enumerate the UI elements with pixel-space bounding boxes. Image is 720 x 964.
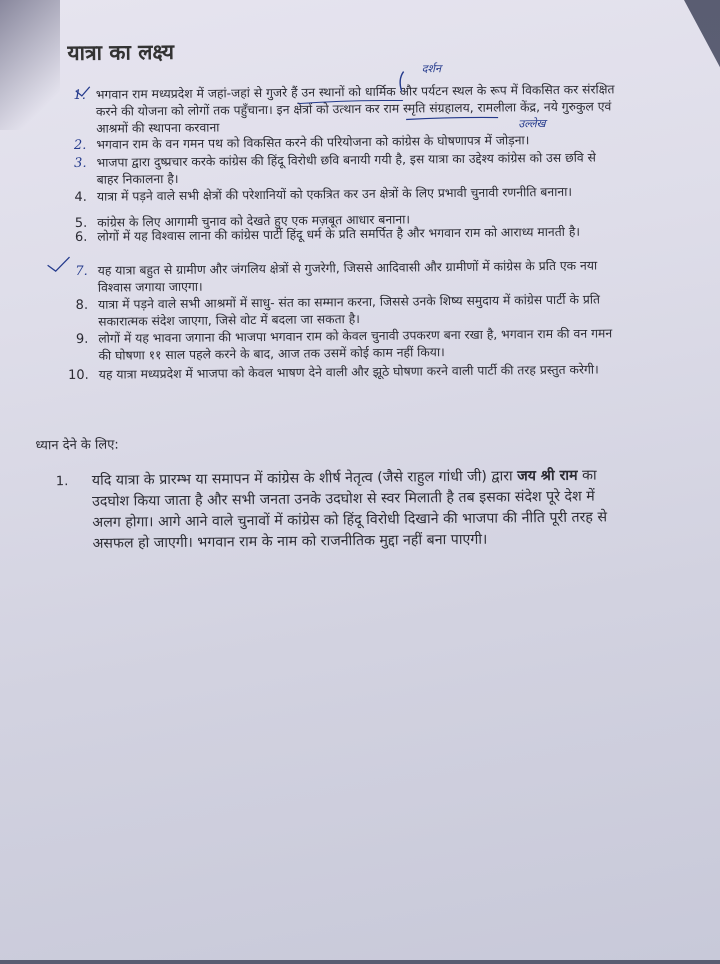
item-number: 7. bbox=[75, 263, 88, 279]
note-text-start: यदि यात्रा के प्रारम्भ या समापन में कांग्रेस के शीर्ष नेतृत्व (जैसे राहुल गांधी जी) द्वारा bbox=[91, 468, 518, 489]
item-number: 3. bbox=[74, 155, 87, 171]
notes-heading: ध्यान देने के लिए: bbox=[35, 437, 119, 454]
item-number: 6. bbox=[74, 229, 88, 245]
list-item bbox=[62, 257, 602, 295]
item-text: यात्रा में पड़ने वाले सभी क्षेत्रों की परेशानियों को एकत्रित कर उन क्षेत्रों के लिए प्रभावी चुनावी रणनीति बनाना। bbox=[96, 184, 573, 204]
item-number: 4. bbox=[74, 189, 87, 205]
item-number: 1. bbox=[73, 87, 86, 103]
note-item bbox=[55, 465, 616, 552]
item-text: यह यात्रा बहुत से ग्रामीण और जंगलिय क्षेत्रों से गुजरेगी, जिससे आदिवासी और ग्रामीणों में कांग्रेस के प्रति एक नया विश्वास जगाया जाएगा। bbox=[97, 258, 598, 295]
note-text bbox=[92, 465, 623, 555]
item-text: कांग्रेस के लिए आगामी चुनाव को देखते हुए एक मज़बूत आधार बनाना। bbox=[97, 212, 411, 230]
item-text: यह यात्रा मध्यप्रदेश में भाजपा को केवल भाषण देने वाली और झूठे घोषणा करने वाली पार्टी की तरह प्रस्तुत करेगी। bbox=[98, 362, 599, 382]
note-text-end: का उदघोश किया जाता है और सभी जनता उनके उदघोश से स्वर मिलाती है तब इसका संदेश पूरे देश में अलग होगा। आगे आने वाले चुनावों में कांग्रेस को हिंदू विरोधी दिखाने की भाजपा की नीति पूरी तरह से असफल हो जाएगी। भगवान राम के नाम को राजनीतिक मुद्दा नहीं बना पाएगी। bbox=[92, 467, 608, 552]
handwritten-margin-note: दर्शन bbox=[421, 62, 442, 76]
item-text: भगवान राम मध्यप्रदेश में जहां-जहां से गुजरे हैं उन स्थानों को धार्मिक और पर्यटन स्थल के रूप में विकसित कर संरक्षित करने की योजना को लोगों तक पहुँचाना। इन क्षेत्रों को उत्थान कर राम स्मृति संग्रहालय, रामलीला केंद्र, नये गुरुकुल एवं आश्रमों की स्थापना करवाना bbox=[95, 82, 615, 136]
item-text: भाजपा द्वारा दुष्प्रचार करके कांग्रेस की हिंदू विरोधी छवि बनायी गयी है, इस यात्रा का उद्देश्य कांग्रेस को उस छवि से बाहर निकालना है। bbox=[96, 150, 597, 187]
item-number: 10. bbox=[68, 367, 89, 384]
list-item bbox=[61, 209, 601, 231]
note-text-bold: जय श्री राम bbox=[517, 467, 578, 485]
item-text: लोगों में यह विश्वास लाना की कांग्रेस पार्टी हिंदू धर्म के प्रति समर्पित है और भगवान राम को आराध्य मानती है। bbox=[97, 224, 581, 244]
item-text: भगवान राम के वन गमन पथ को विकसित करने की परियोजना को कांग्रेस के घोषणापत्र में जोड़ना। bbox=[96, 133, 530, 152]
note-number: 1. bbox=[55, 474, 69, 490]
item-number: 9. bbox=[75, 331, 89, 347]
item-number: 8. bbox=[75, 297, 89, 313]
handwritten-insert: उल्लेख bbox=[518, 117, 546, 131]
page-title: यात्रा का लक्ष्य bbox=[67, 39, 175, 66]
item-text: यात्रा में पड़ने वाले सभी आश्रमों में साधु- संत का सम्मान करना, जिससे उनके शिष्य समुदाय में कांग्रेस पार्टी के प्रति सकारात्मक संदेश जाएगा, जिसे वोट में बदला जा सकता है। bbox=[97, 292, 601, 329]
item-number: 5. bbox=[74, 215, 88, 231]
item-number: 2. bbox=[73, 137, 87, 153]
item-text: लोगों में यह भावना जगाना की भाजपा भगवान राम को केवल चुनावी उपकरण बना रखा है, भगवान राम की वन गमन की घोषणा ११ साल पहले करने के बाद, आज तक उसमें कोई काम नहीं किया। bbox=[98, 326, 613, 363]
